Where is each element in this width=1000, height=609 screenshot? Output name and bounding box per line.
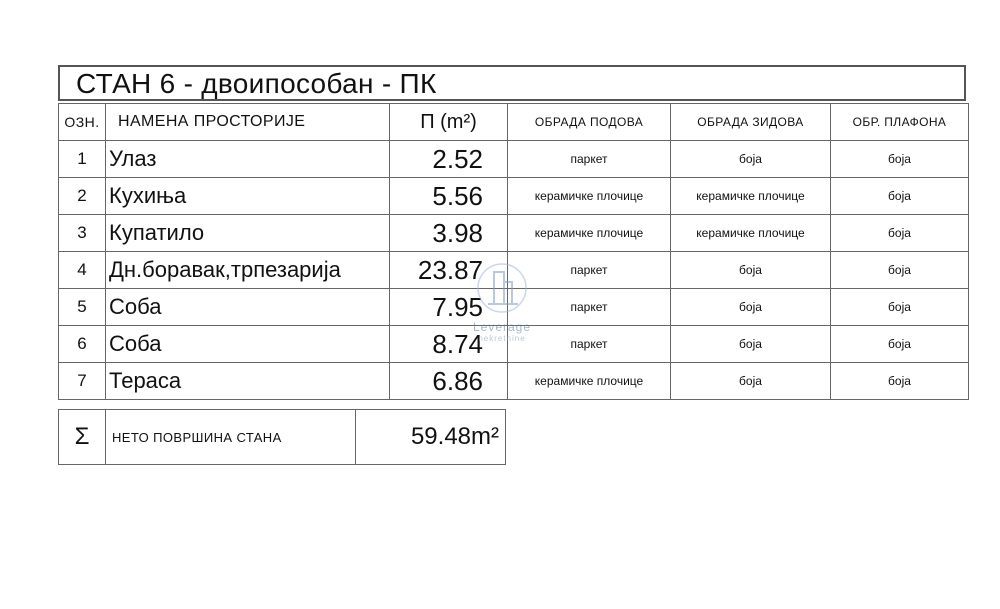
- room-index: 5: [59, 289, 106, 326]
- room-name: Тераса: [106, 363, 390, 400]
- room-ceiling-finish: боја: [831, 289, 969, 326]
- table-header-row: [59, 104, 969, 141]
- rooms-table: [58, 103, 969, 400]
- room-ceiling-finish: боја: [831, 252, 969, 289]
- room-name: Улаз: [106, 141, 390, 178]
- table-row: [59, 141, 969, 178]
- room-name: Купатило: [106, 215, 390, 252]
- summary-row: [59, 410, 506, 465]
- watermark-subtitle: nekretnine: [478, 334, 526, 343]
- room-area: 2.52: [390, 141, 508, 178]
- room-floor-finish: керамичке плочице: [508, 178, 671, 215]
- room-wall-finish: боја: [671, 289, 831, 326]
- room-ceiling-finish: боја: [831, 178, 969, 215]
- room-index: 3: [59, 215, 106, 252]
- room-floor-finish: паркет: [508, 141, 671, 178]
- room-index: 4: [59, 252, 106, 289]
- room-name: Соба: [106, 326, 390, 363]
- room-floor-finish: паркет: [508, 289, 671, 326]
- room-floor-finish: керамичке плочице: [508, 215, 671, 252]
- room-ceiling-finish: боја: [831, 363, 969, 400]
- room-area: 5.56: [390, 178, 508, 215]
- room-wall-finish: боја: [671, 141, 831, 178]
- header-index: ОЗН.: [59, 104, 106, 141]
- room-index: 6: [59, 326, 106, 363]
- net-area-label: НЕТО ПОВРШИНА СТАНА: [106, 410, 356, 465]
- table-row: [59, 215, 969, 252]
- watermark-brand: Leverage: [472, 320, 532, 334]
- room-wall-finish: боја: [671, 252, 831, 289]
- room-area: 6.86: [390, 363, 508, 400]
- sigma-symbol: Σ: [59, 410, 106, 465]
- header-wall-finish: ОБРАДА ЗИДОВА: [671, 104, 831, 141]
- table-row: [59, 289, 969, 326]
- room-name: Соба: [106, 289, 390, 326]
- room-floor-finish: паркет: [508, 252, 671, 289]
- table-row: [59, 252, 969, 289]
- room-area: 7.95: [390, 289, 508, 326]
- room-ceiling-finish: боја: [831, 326, 969, 363]
- room-ceiling-finish: боја: [831, 141, 969, 178]
- header-area: П (m²): [390, 104, 508, 141]
- room-ceiling-finish: боја: [831, 215, 969, 252]
- net-area-value: 59.48m²: [356, 410, 506, 465]
- header-ceiling-finish: ОБР. ПЛАФОНА: [831, 104, 969, 141]
- room-wall-finish: керамичке плочице: [671, 178, 831, 215]
- room-name: Кухиња: [106, 178, 390, 215]
- room-wall-finish: боја: [671, 363, 831, 400]
- room-floor-finish: керамичке плочице: [508, 363, 671, 400]
- room-area: 8.74: [390, 326, 508, 363]
- header-floor-finish: ОБРАДА ПОДОВА: [508, 104, 671, 141]
- room-area: 3.98: [390, 215, 508, 252]
- room-area: 23.87: [390, 252, 508, 289]
- room-name: Дн.боравак,трпезарија: [106, 252, 390, 289]
- room-floor-finish: паркет: [508, 326, 671, 363]
- table-row: [59, 363, 969, 400]
- net-area-summary: [58, 409, 506, 465]
- room-wall-finish: боја: [671, 326, 831, 363]
- header-room-name: НАМЕНА ПРОСТОРИЈЕ: [106, 104, 390, 141]
- room-wall-finish: керамичке плочице: [671, 215, 831, 252]
- room-index: 1: [59, 141, 106, 178]
- table-row: [59, 326, 969, 363]
- apartment-title: СТАН 6 - двоипособан - ПК: [58, 65, 966, 101]
- table-row: [59, 178, 969, 215]
- room-index: 2: [59, 178, 106, 215]
- room-index: 7: [59, 363, 106, 400]
